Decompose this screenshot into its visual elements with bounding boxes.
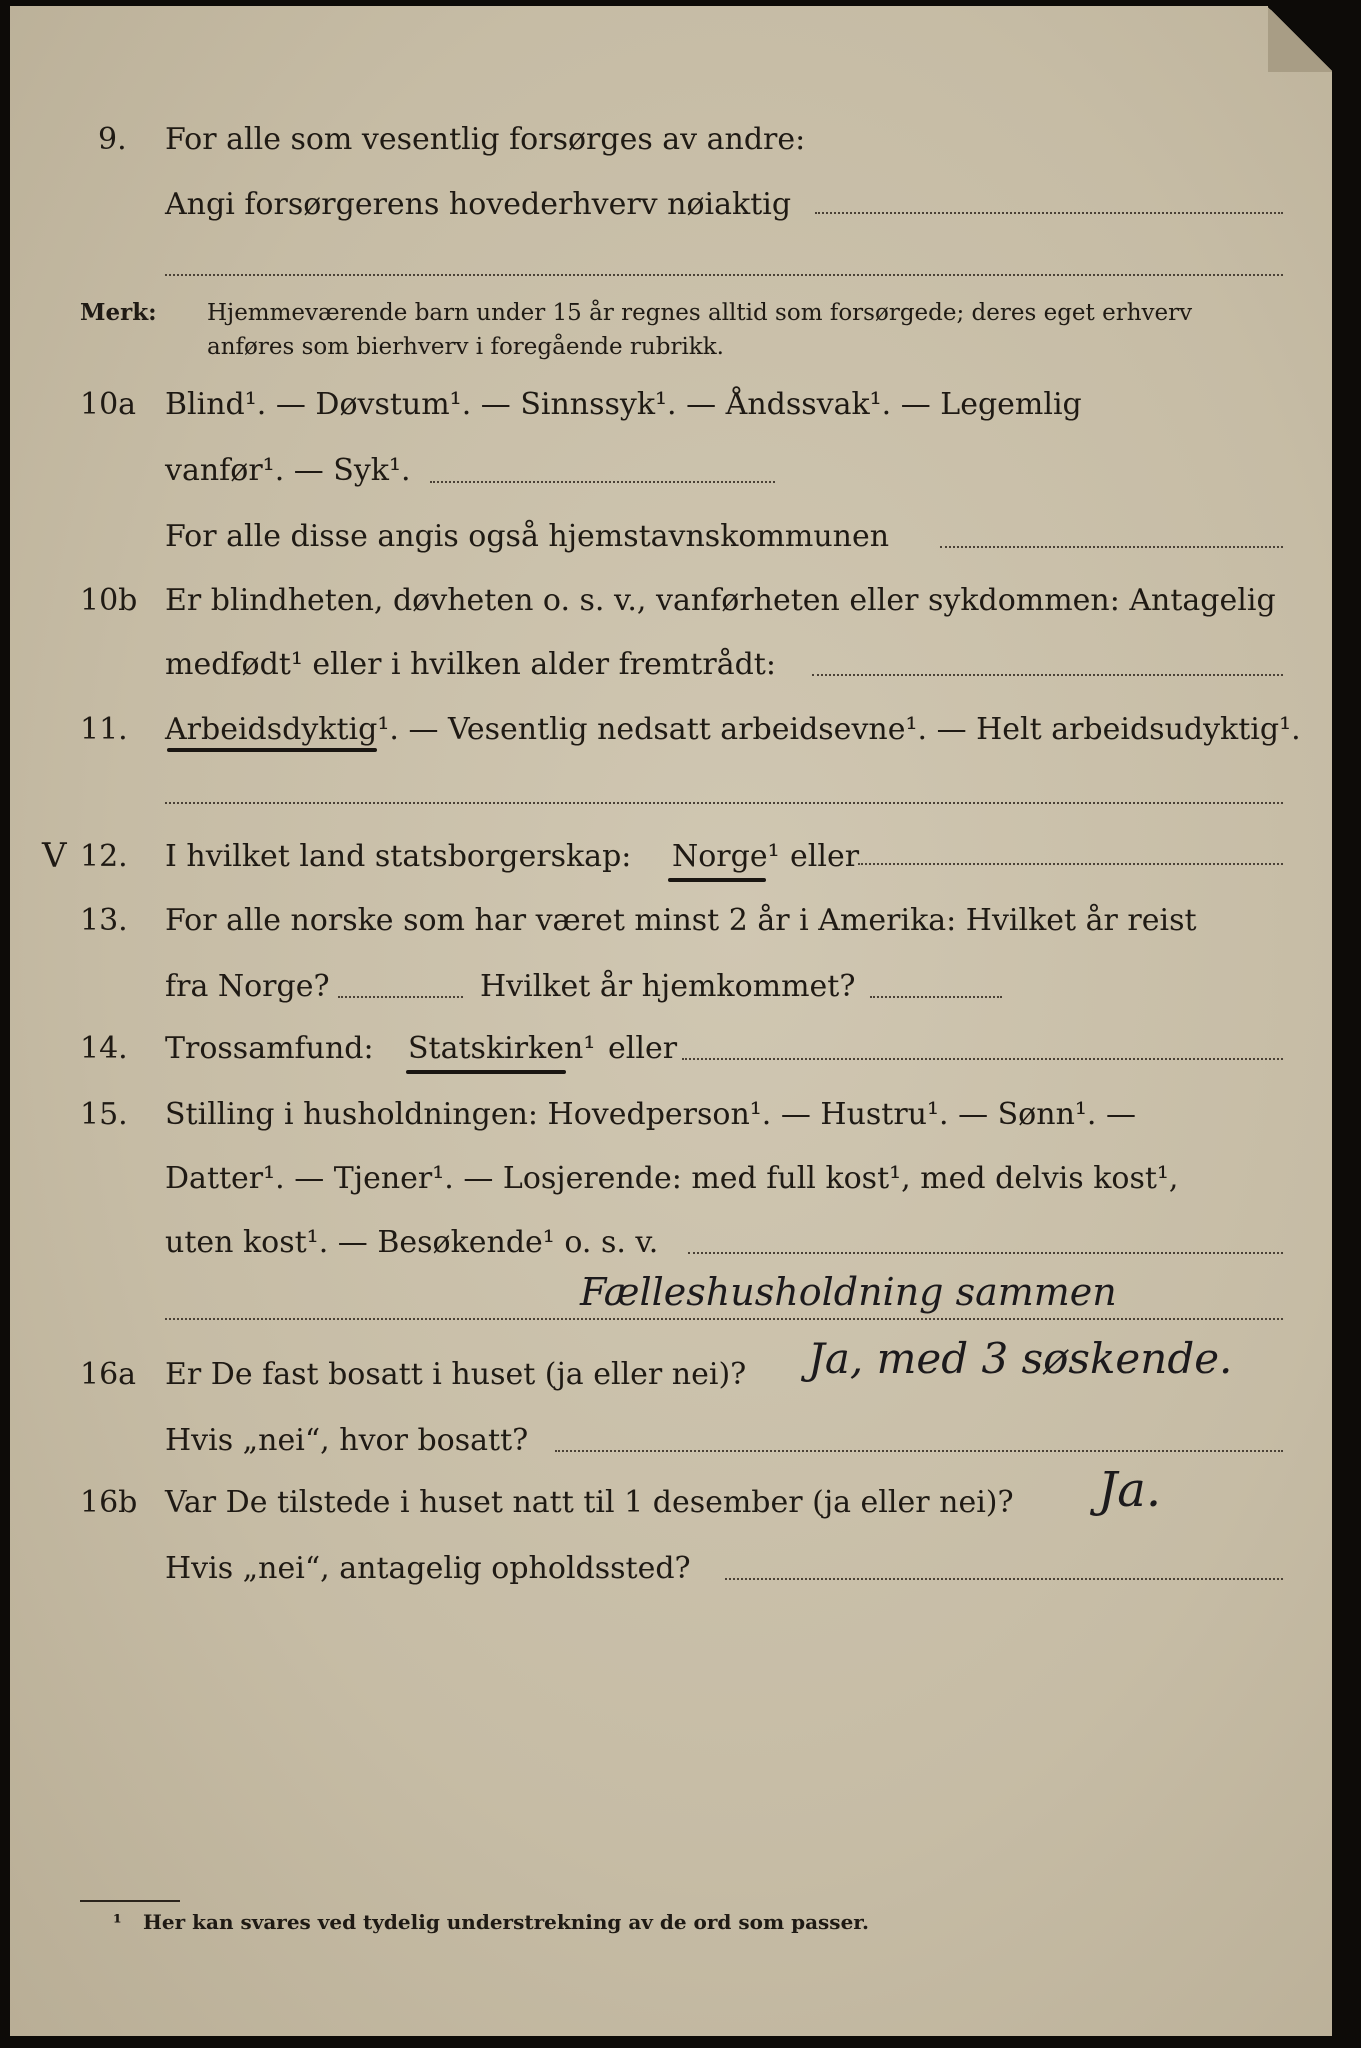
question-number: 16b <box>80 1485 138 1520</box>
answer-line <box>725 1578 1283 1580</box>
question-text: eller <box>608 1031 678 1066</box>
check-mark: V <box>42 836 67 876</box>
question-text: fra Norge? <box>165 969 330 1004</box>
question-number: 10a <box>80 387 137 422</box>
question-text: vanfør¹. — Syk¹. <box>165 453 411 488</box>
question-text: Arbeidsdyktig¹. — Vesentlig nedsatt arbeidsevne¹. — Helt arbeidsudyktig¹. <box>165 712 1301 747</box>
question-text: Trossamfund: <box>165 1031 374 1066</box>
question-number: 15. <box>80 1097 128 1132</box>
question-number: 10b <box>80 583 138 618</box>
question-text: Er De fast bosatt i huset (ja eller nei)? <box>165 1357 747 1392</box>
note-text-line1: Hjemmeværende barn under 15 år regnes alltid som forsørgede; deres eget erhverv <box>207 300 1193 326</box>
answer-norge: Norge¹ <box>672 839 780 874</box>
question-number: 9. <box>98 122 127 157</box>
answer-line <box>682 1058 1283 1060</box>
question-text: Hvis „nei“, antagelig opholdssted? <box>165 1551 691 1586</box>
note-text-line2: anføres som bierhverv i foregående rubrikk. <box>207 334 724 360</box>
footnote-marker: ¹ <box>113 1910 122 1934</box>
question-text: uten kost¹. — Besøkende¹ o. s. v. <box>165 1225 659 1260</box>
underline-norge <box>668 878 766 882</box>
question-text: I hvilket land statsborgerskap: <box>165 839 632 874</box>
question-text: Er blindheten, døvheten o. s. v., vanførheten eller sykdommen: Antagelig <box>165 583 1276 618</box>
answer-line <box>338 996 463 998</box>
answer-statskirken: Statskirken¹ <box>408 1031 596 1066</box>
question-number: 13. <box>80 903 128 938</box>
answer-line <box>165 274 1283 276</box>
question-number: 12. <box>80 839 128 874</box>
question-text: eller <box>790 839 860 874</box>
question-text: Stilling i husholdningen: Hovedperson¹. — Hustru¹. — Sønn¹. — <box>165 1097 1136 1132</box>
question-number: 14. <box>80 1031 128 1066</box>
answer-line <box>165 1318 1283 1320</box>
footnote-text: Her kan svares ved tydelig understrekning av de ord som passer. <box>143 1910 869 1934</box>
answer-line <box>940 546 1283 548</box>
question-text: For alle som vesentlig forsørges av andre: <box>165 122 806 157</box>
answer-line <box>430 481 775 483</box>
question-text: For alle disse angis også hjemstavnskommunen <box>165 519 890 554</box>
answer-line <box>815 212 1283 214</box>
handwritten-answer-16a: Ja, med 3 søskende. <box>808 1334 1233 1383</box>
answer-line <box>688 1252 1283 1254</box>
answer-line <box>555 1450 1283 1452</box>
footnote-rule <box>80 1900 180 1902</box>
underline-arbeidsdyktig <box>167 748 377 752</box>
question-text: medfødt¹ eller i hvilken alder fremtrådt: <box>165 647 776 682</box>
question-text: For alle norske som har været minst 2 år i Amerika: Hvilket år reist <box>165 903 1197 938</box>
question-text: Hvis „nei“, hvor bosatt? <box>165 1423 529 1458</box>
question-number: 16a <box>80 1357 137 1392</box>
folded-corner <box>1268 6 1332 72</box>
question-text: Hvilket år hjemkommet? <box>480 969 856 1004</box>
answer-line <box>812 674 1283 676</box>
underline-statskirken <box>406 1070 566 1074</box>
question-number: 11. <box>80 712 128 747</box>
answer-line <box>858 863 1283 865</box>
handwritten-answer-16b: Ja. <box>1098 1462 1162 1518</box>
question-text: Datter¹. — Tjener¹. — Losjerende: med full kost¹, med delvis kost¹, <box>165 1161 1179 1196</box>
question-text: Blind¹. — Døvstum¹. — Sinnssyk¹. — Åndssvak¹. — Legemlig <box>165 387 1082 422</box>
note-label: Merk: <box>80 299 157 326</box>
answer-line <box>870 996 1002 998</box>
handwritten-answer-15: Fælleshusholdning sammen <box>580 1270 1117 1314</box>
question-text: Var De tilstede i huset natt til 1 desember (ja eller nei)? <box>165 1485 1014 1520</box>
answer-line <box>165 802 1283 804</box>
question-text: Angi forsørgerens hovederhverv nøiaktig <box>165 187 792 222</box>
